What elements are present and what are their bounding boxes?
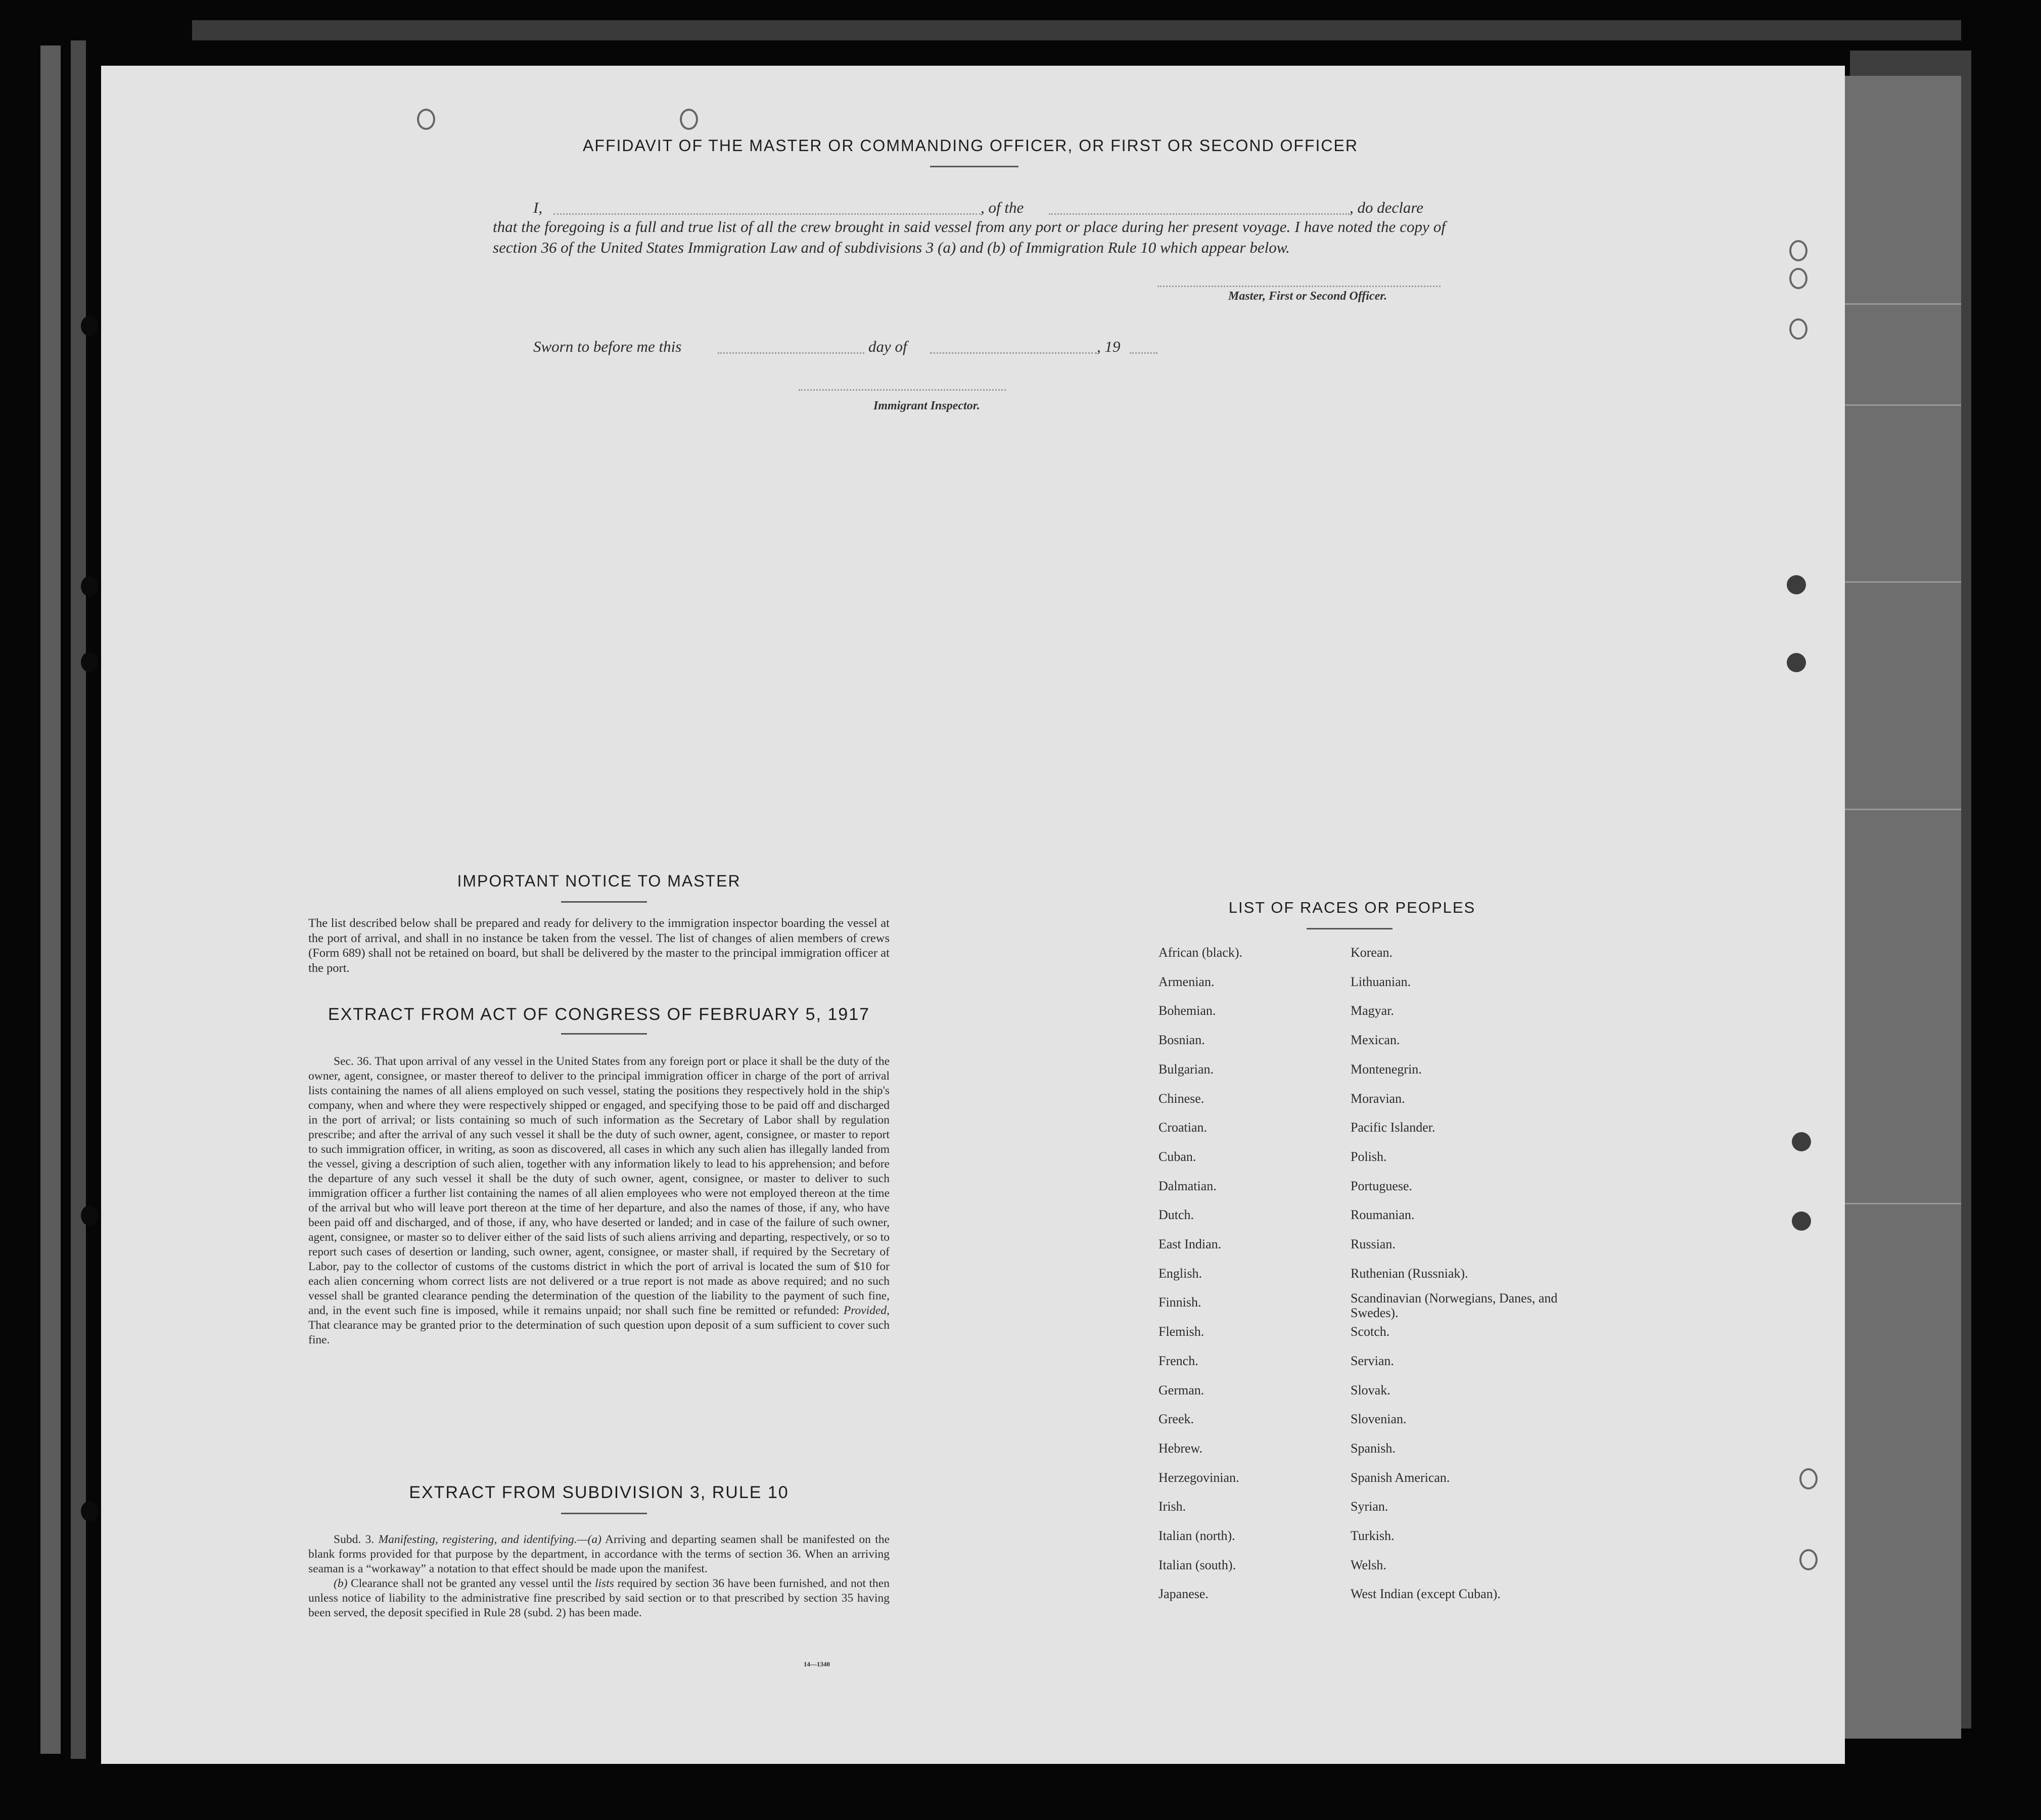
binding-ring (417, 109, 435, 130)
race-left-10: East Indian. (1158, 1237, 1222, 1251)
race-right-19: Syrian. (1351, 1499, 1388, 1514)
underlying-sheet-line (1845, 809, 1961, 810)
punch-hole (81, 652, 98, 672)
proviso-label: Provided, (843, 1304, 890, 1317)
race-left-16: Greek. (1158, 1412, 1194, 1426)
race-left-19: Irish. (1158, 1499, 1186, 1514)
race-left-20: Italian (north). (1158, 1528, 1235, 1543)
act-extract-title: EXTRACT FROM ACT OF CONGRESS OF FEBRUARY 5, 1917 (328, 1005, 870, 1024)
race-left-14: French. (1158, 1354, 1198, 1368)
inspector-caption: Immigrant Inspector. (873, 399, 980, 412)
binder-edge-top (192, 20, 1961, 40)
para-b-end: required by section 36 have been furnished, and not then unless notice of liability to the administrative fine prescribed by said section or to that prescribed by section 35 having been served, the deposit specified in Rule 28 (subd. 2) has been made. (308, 1577, 890, 1619)
act-extract-underline (561, 1033, 647, 1035)
race-right-6: Pacific Islander. (1351, 1120, 1435, 1135)
sworn-text: Sworn to before me this (533, 338, 682, 355)
para-a-label: —(a) (577, 1533, 601, 1546)
section-36-label: Sec. 36. (334, 1055, 372, 1068)
sworn-year-field[interactable] (1130, 352, 1157, 354)
race-right-8: Portuguese. (1351, 1179, 1413, 1193)
underlying-sheet-line (1845, 1203, 1961, 1204)
binding-ring (1799, 1549, 1818, 1570)
race-left-13: Flemish. (1158, 1324, 1204, 1339)
affidavit-title: AFFIDAVIT OF THE MASTER OR COMMANDING OFFICER, OR FIRST OR SECOND OFFICER (583, 136, 1358, 155)
race-right-13: Scotch. (1351, 1324, 1390, 1339)
punch-hole (81, 316, 98, 336)
para-b-lists: lists (595, 1577, 614, 1590)
vessel-prefix: , of the (981, 199, 1024, 216)
declarant-name-field[interactable] (553, 213, 981, 215)
race-left-0: African (black). (1158, 945, 1243, 960)
para-b-start: Clearance shall not be granted any vessel until the (350, 1577, 592, 1590)
race-right-17: Spanish. (1351, 1441, 1396, 1456)
race-right-2: Magyar. (1351, 1003, 1394, 1018)
binding-ring (1789, 240, 1807, 261)
rule-extract-title: EXTRACT FROM SUBDIVISION 3, RULE 10 (409, 1483, 789, 1502)
binder-edge-left (40, 45, 61, 1754)
race-left-21: Italian (south). (1158, 1558, 1236, 1572)
underlying-sheet-line (1845, 581, 1961, 583)
race-right-0: Korean. (1351, 945, 1393, 960)
sworn-month-field[interactable] (930, 352, 1097, 354)
race-right-10: Russian. (1351, 1237, 1396, 1251)
race-left-12: Finnish. (1158, 1295, 1201, 1310)
races-underline (1307, 928, 1393, 929)
punch-hole (81, 576, 98, 596)
master-signature-caption: Master, First or Second Officer. (1228, 290, 1387, 303)
race-right-9: Roumanian. (1351, 1207, 1415, 1222)
underlying-sheet-line (1845, 303, 1961, 305)
race-left-5: Chinese. (1158, 1091, 1204, 1106)
race-right-3: Mexican. (1351, 1033, 1400, 1047)
race-right-11: Ruthenian (Russniak). (1351, 1266, 1468, 1281)
rule-extract-underline (561, 1513, 647, 1514)
race-left-11: English. (1158, 1266, 1202, 1281)
notice-title: IMPORTANT NOTICE TO MASTER (457, 872, 741, 890)
race-left-8: Dalmatian. (1158, 1179, 1217, 1193)
declare-suffix: , do declare (1350, 199, 1424, 216)
race-right-14: Servian. (1351, 1354, 1394, 1368)
notice-text: The list described below shall be prepared and ready for delivery to the immigration inspector boarding the vessel at the port of arrival, and shall in no instance be taken from the vessel. The list of changes of alien members of crews (Form 689) shall not be retained on board, but shall be delivered by the master to the principal immigration officer at the port. (308, 916, 890, 975)
year-prefix: , 19 (1097, 338, 1121, 355)
race-left-3: Bosnian. (1158, 1033, 1205, 1047)
section-36-text (308, 1054, 890, 1347)
race-left-6: Croatian. (1158, 1120, 1208, 1135)
binding-ring (1789, 268, 1807, 289)
rule-10-text (308, 1532, 890, 1620)
punch-hole-shadow (1787, 653, 1806, 672)
punch-hole-shadow (1792, 1211, 1811, 1231)
punch-hole (81, 1501, 98, 1521)
underlying-sheet-line (1845, 404, 1961, 406)
race-left-7: Cuban. (1158, 1149, 1196, 1164)
race-left-18: Herzegovinian. (1158, 1470, 1239, 1485)
race-left-15: German. (1158, 1383, 1204, 1397)
race-left-22: Japanese. (1158, 1586, 1209, 1601)
race-right-20: Turkish. (1351, 1528, 1395, 1543)
day-of-text: day of (868, 338, 907, 355)
proviso-text: That clearance may be granted prior to the determination of such question upon deposit of a sum sufficient to cover such fine. (308, 1319, 890, 1346)
race-right-18: Spanish American. (1351, 1470, 1450, 1485)
binder-edge-left-inner (71, 40, 86, 1759)
subd-label: Subd. 3. (334, 1533, 375, 1546)
binding-ring (1799, 1468, 1818, 1489)
form-number: 14—1340 (804, 1660, 830, 1668)
race-right-7: Polish. (1351, 1149, 1387, 1164)
race-left-4: Bulgarian. (1158, 1062, 1214, 1077)
race-right-12: Scandinavian (Norwegians, Danes, and Swedes). (1351, 1291, 1558, 1320)
vessel-name-field[interactable] (1049, 213, 1350, 215)
notice-underline (561, 901, 647, 903)
race-right-5: Moravian. (1351, 1091, 1405, 1106)
title-underline (930, 166, 1018, 167)
sworn-day-field[interactable] (718, 352, 864, 354)
master-signature-field[interactable] (1157, 286, 1441, 287)
race-right-22: West Indian (except Cuban). (1351, 1586, 1501, 1601)
race-left-1: Armenian. (1158, 974, 1215, 989)
subd-heading: Manifesting, registering, and identifying. (378, 1533, 577, 1546)
para-b-label: (b) (334, 1577, 348, 1590)
punch-hole-shadow (1792, 1132, 1811, 1151)
race-right-16: Slovenian. (1351, 1412, 1407, 1426)
race-right-15: Slovak. (1351, 1383, 1390, 1397)
declarant-prefix: I, (533, 199, 543, 216)
race-left-2: Bohemian. (1158, 1003, 1216, 1018)
inspector-signature-field[interactable] (799, 389, 1006, 391)
binding-ring (1789, 318, 1807, 340)
underlying-sheet (1845, 76, 1961, 1739)
punch-hole-shadow (1787, 575, 1806, 594)
punch-hole (81, 1205, 98, 1226)
para-a-text: Arriving and departing seamen shall be manifested on the blank forms provided for that purpose by the department, in accordance with the terms of section 36. When an arriving seaman is a “workaway” a notation to that effect should be made upon the manifest. (308, 1533, 890, 1575)
race-right-4: Montenegrin. (1351, 1062, 1422, 1077)
race-right-21: Welsh. (1351, 1558, 1386, 1572)
race-left-17: Hebrew. (1158, 1441, 1203, 1456)
race-right-1: Lithuanian. (1351, 974, 1411, 989)
declaration-text: that the foregoing is a full and true list of all the crew brought in said vessel from any port or place during her present voyage. I have noted the copy of section 36 of the United States Immigration Law and of subdivisions 3 (a) and (b) of Immigration Rule 10 which appear below. (493, 218, 1446, 256)
race-left-9: Dutch. (1158, 1207, 1194, 1222)
races-title: LIST OF RACES OR PEOPLES (1228, 899, 1476, 916)
binding-ring (680, 109, 698, 130)
section-36-body: That upon arrival of any vessel in the United States from any foreign port or place it shall be the duty of the owner, agent, consignee, or master thereof to deliver to the principal immigration officer in charge of the port of arrival lists containing the names of all aliens employed on such vessel, stating the positions they respectively hold in the ship's company, when and where they were respectively shipped or engaged, and specifying those to be paid off and discharged in the port of arrival; or lists containing so much of such information as the Secretary of Labor shall by regulation prescribe; and after the arrival of any such vessel it shall be the duty of such owner, agent, consignee, or master to report to such immigration officer, in writing, as soon as discovered, all cases in which any such alien has illegally landed from the vessel, giving a description of such alien, together with any information likely to lead to his apprehension; and before the departure of any such vessel it shall be the duty of such owner, agent, consignee, or master to deliver to such immigration officer a further list containing the names of all alien employees who were not employed thereon at the time of the arrival but who will leave port thereon at the time of her departure, and also the names of those, if any, who have been paid off and discharged, and of those, if any, who have deserted or landed; and in case of the failure of such owner, agent, consignee, or master so to deliver either of the said lists of such aliens arriving and departing, respectively, or so to report such cases of desertion or landing, such owner, agent, consignee, or master shall, if required by the Secretary of Labor, pay to the collector of customs of the customs district in which the port of arrival is located the sum of $10 for each alien concerning whom correct lists are not delivered or a true report is not made as above required; and no such vessel shall be granted clearance pending the determination of the question of the liability to the payment of such fine, and, in the event such fine is imposed, while it remains unpaid; nor shall such fine be remitted or refunded: (308, 1055, 890, 1317)
